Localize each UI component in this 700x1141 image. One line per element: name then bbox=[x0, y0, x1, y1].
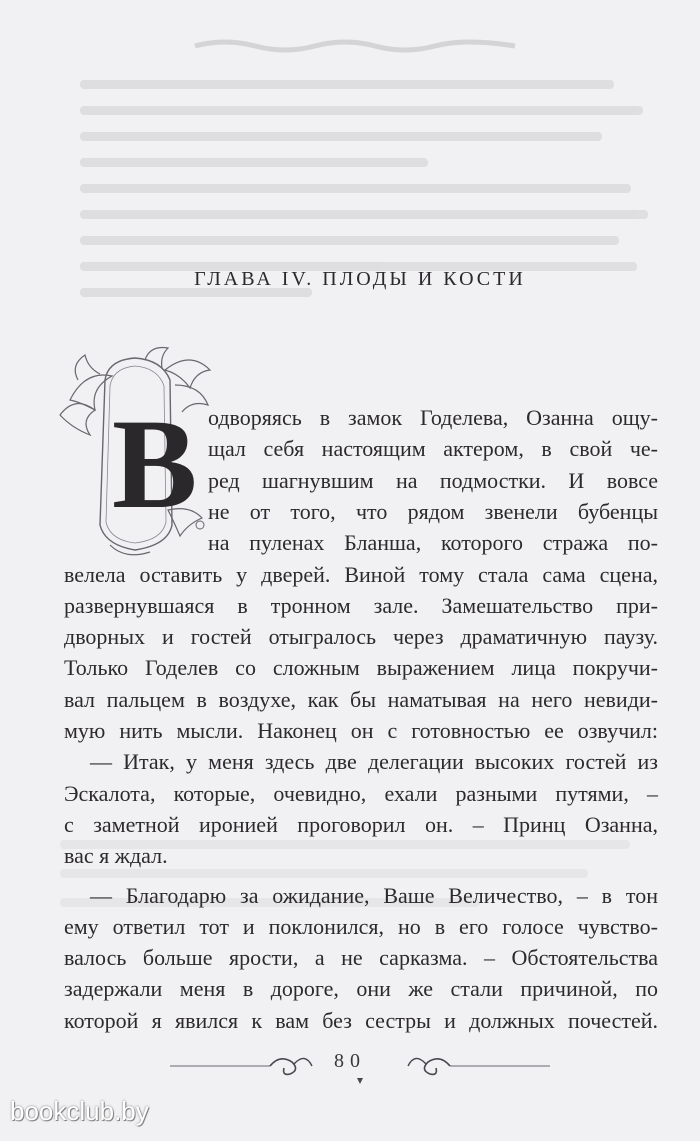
dropcap-letter: В bbox=[112, 393, 198, 535]
text-line: вал пальцем в воздухе, как бы наматывая на него невиди- bbox=[64, 687, 658, 712]
text-line: щал себя настоящим актером, в свой че- bbox=[208, 436, 658, 461]
chapter-title: ГЛАВА IV. ПЛОДЫ И КОСТИ bbox=[194, 268, 526, 290]
watermark-logo: bookclub.by bbox=[10, 1096, 149, 1126]
top-ornament bbox=[185, 38, 525, 54]
text-line: валось больше ярости, а не сарказма. – Обстоятельства bbox=[64, 945, 658, 970]
text-line: задержали меня в дороге, они же стали причиной, по bbox=[64, 976, 658, 1001]
text-line: Только Годелев со сложным выражением лица покручи- bbox=[64, 655, 658, 680]
bleed-through-text bbox=[80, 80, 660, 340]
text-line: развернувшаяся в тронном зале. Замешательство при- bbox=[64, 593, 658, 618]
text-line: которой я явился к вам без сестры и должных почестей. bbox=[64, 1008, 658, 1033]
text-line: ред шагнувшим на подмостки. И вовсе bbox=[208, 468, 658, 493]
text-line: дворных и гостей отыгралось через драматичную паузу. bbox=[64, 624, 658, 649]
text-line: — Итак, у меня здесь две делегации высоких гостей из bbox=[90, 749, 658, 774]
text-line: велела оставить у дверей. Виной тому стала сама сцена, bbox=[64, 562, 658, 587]
text-line: — Благодарю за ожидание, Ваше Величество, – в тон bbox=[90, 883, 658, 908]
text-line: на пуленах Бланша, которого стража по- bbox=[208, 530, 658, 555]
text-line: с заметной иронией проговорил он. – Принц Озанна, bbox=[64, 812, 658, 837]
text-line: Эскалота, которые, очевидно, ехали разными путями, – bbox=[64, 781, 658, 806]
text-line: ему ответил тот и поклонился, но в его голосе чувство- bbox=[64, 914, 658, 939]
text-line: мую нить мысли. Наконец он с готовностью ее озвучил: bbox=[64, 718, 658, 743]
text-line: одворяясь в замок Годелева, Озанна ощу- bbox=[208, 405, 658, 430]
text-line: не от того, что рядом звенели бубенцы bbox=[208, 499, 658, 524]
page-number: 80 bbox=[334, 1050, 366, 1072]
text-line: вас я ждал. bbox=[64, 843, 168, 868]
